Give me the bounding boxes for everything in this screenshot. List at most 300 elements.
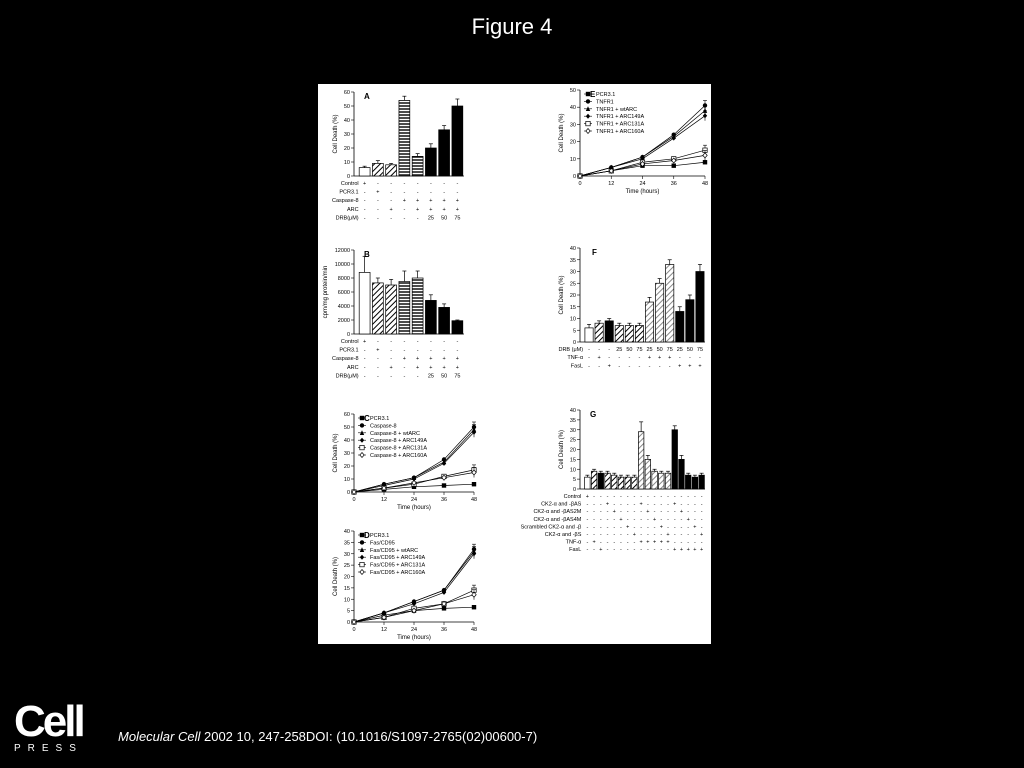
- condition-cell: -: [613, 539, 616, 546]
- condition-cell: -: [633, 509, 636, 516]
- condition-cell: +: [416, 356, 420, 363]
- journal-name: Molecular Cell: [118, 729, 201, 744]
- y-tick-label: 35: [569, 257, 576, 264]
- condition-cell: +: [647, 355, 652, 362]
- condition-cell: -: [700, 539, 703, 546]
- condition-cell: -: [608, 347, 611, 353]
- panel-a: [332, 90, 464, 221]
- condition-cell: +: [666, 539, 670, 546]
- condition-cell: -: [646, 532, 649, 538]
- bar: [625, 326, 633, 342]
- condition-cell: +: [698, 363, 702, 370]
- x-tick-label: 24: [410, 497, 418, 503]
- legend-entry: Caspase-8 + ARC160A: [370, 453, 428, 459]
- condition-cell: 75: [454, 373, 461, 380]
- bar: [399, 100, 410, 176]
- condition-cell: +: [585, 494, 589, 500]
- condition-cell: -: [618, 355, 621, 362]
- condition-cell: -: [588, 347, 590, 353]
- bar: [372, 163, 383, 176]
- condition-label: DRB(μM): [335, 373, 359, 380]
- condition-cell: -: [390, 181, 393, 187]
- condition-cell: -: [416, 215, 419, 222]
- cell-press-logo: [14, 697, 86, 754]
- condition-label: FasL: [570, 363, 584, 370]
- bar: [665, 473, 671, 489]
- condition-cell: +: [363, 339, 367, 345]
- condition-label: Control: [340, 339, 359, 345]
- condition-cell: -: [620, 547, 622, 554]
- legend-entry: Fas/CD95: [370, 540, 395, 547]
- condition-cell: -: [613, 516, 616, 523]
- condition-cell: -: [403, 189, 406, 196]
- condition-cell: -: [628, 363, 631, 370]
- condition-cell: +: [639, 501, 643, 508]
- condition-cell: -: [613, 547, 616, 554]
- legend-entry: Caspase-8 + ARC131A: [370, 445, 428, 452]
- bar: [359, 168, 370, 176]
- condition-cell: -: [416, 347, 419, 354]
- marker-open-diamond: [586, 129, 590, 134]
- legend-entry: PCR3.1: [370, 533, 390, 539]
- condition-cell: -: [653, 547, 656, 554]
- panel-f: [558, 246, 705, 369]
- bar: [692, 477, 698, 489]
- series-line: [352, 570, 476, 625]
- y-tick-label: 5: [572, 328, 576, 335]
- condition-cell: 25: [646, 347, 653, 353]
- condition-cell: 25: [676, 347, 683, 353]
- condition-cell: -: [588, 355, 590, 362]
- condition-cell: +: [678, 363, 682, 370]
- condition-cell: -: [653, 532, 656, 538]
- condition-cell: -: [376, 373, 379, 380]
- condition-cell: -: [613, 494, 616, 500]
- bar: [452, 321, 463, 334]
- condition-cell: -: [640, 516, 643, 523]
- y-tick-label: 5: [346, 608, 350, 615]
- y-tick-label: 30: [343, 451, 350, 457]
- condition-cell: -: [593, 509, 596, 516]
- marker-open-diamond: [472, 592, 476, 597]
- bar: [439, 130, 450, 176]
- condition-cell: -: [640, 509, 643, 516]
- condition-cell: +: [673, 547, 677, 554]
- condition-cell: -: [606, 509, 609, 516]
- condition-cell: -: [593, 516, 596, 523]
- y-tick-label: 10: [343, 160, 350, 166]
- condition-cell: +: [652, 516, 657, 523]
- y-tick-label: 15: [569, 304, 576, 311]
- condition-cell: -: [680, 539, 683, 546]
- y-axis-label: cpm/mg protein/min: [323, 265, 329, 319]
- marker-circle: [586, 99, 590, 103]
- bar: [638, 432, 644, 489]
- condition-cell: +: [688, 363, 692, 370]
- condition-cell: +: [402, 356, 406, 363]
- y-tick-label: 40: [569, 408, 576, 414]
- condition-cell: +: [646, 509, 650, 516]
- condition-cell: -: [593, 501, 596, 508]
- legend-entry: PCR3.1: [596, 92, 616, 98]
- figure-title: Figure 4: [471, 14, 553, 39]
- condition-cell: -: [416, 189, 419, 196]
- condition-cell: -: [646, 516, 649, 523]
- condition-cell: -: [586, 509, 589, 516]
- condition-cell: +: [673, 501, 677, 508]
- bar: [585, 477, 591, 489]
- bar: [618, 477, 624, 489]
- marker-square: [442, 483, 446, 487]
- panel-e: [559, 88, 708, 195]
- x-tick-label: 24: [639, 181, 646, 187]
- condition-cell: -: [673, 532, 676, 538]
- condition-cell: -: [403, 215, 406, 222]
- y-tick-label: 10: [569, 156, 576, 163]
- condition-cell: +: [416, 206, 420, 213]
- condition-cell: +: [679, 509, 684, 516]
- condition-cell: -: [633, 494, 636, 500]
- condition-cell: +: [686, 547, 690, 554]
- condition-cell: -: [599, 516, 602, 523]
- bar: [672, 430, 678, 489]
- bar: [655, 283, 663, 342]
- bar: [686, 300, 694, 342]
- condition-cell: -: [376, 339, 379, 345]
- condition-cell: -: [403, 373, 406, 380]
- condition-cell: +: [416, 198, 420, 205]
- condition-cell: 25: [427, 373, 434, 380]
- condition-cell: -: [363, 364, 366, 371]
- condition-cell: -: [673, 494, 676, 500]
- y-tick-label: 15: [343, 585, 350, 592]
- legend-entry: TNFR1 + ARC160A: [596, 129, 645, 135]
- condition-cell: -: [687, 494, 690, 500]
- condition-cell: -: [586, 501, 589, 508]
- condition-cell: -: [700, 516, 703, 523]
- condition-cell: -: [606, 516, 609, 523]
- y-tick-label: 2000: [337, 318, 350, 324]
- condition-cell: -: [667, 509, 669, 516]
- condition-cell: 50: [441, 373, 448, 380]
- condition-cell: -: [443, 339, 446, 345]
- logo-press: PRESS: [14, 743, 83, 754]
- condition-cell: -: [586, 547, 589, 554]
- bar: [386, 285, 397, 334]
- x-tick-label: 48: [470, 627, 478, 633]
- condition-cell: -: [680, 524, 683, 531]
- bar: [696, 272, 704, 343]
- condition-cell: +: [599, 547, 603, 554]
- condition-cell: -: [429, 347, 432, 354]
- y-tick-label: 25: [569, 281, 576, 288]
- condition-cell: -: [620, 494, 622, 500]
- bar: [372, 283, 383, 334]
- condition-cell: -: [653, 509, 656, 516]
- condition-label: PCR3.1: [339, 347, 359, 354]
- condition-cell: -: [606, 494, 609, 500]
- panel-letter: C: [364, 414, 370, 423]
- marker-open-diamond: [703, 153, 707, 158]
- bar: [595, 323, 603, 342]
- y-tick-label: 10: [343, 597, 350, 604]
- condition-cell: -: [700, 524, 703, 531]
- condition-cell: +: [376, 189, 380, 196]
- condition-cell: -: [376, 356, 379, 363]
- condition-cell: +: [619, 516, 623, 523]
- condition-cell: -: [628, 355, 631, 362]
- x-tick-label: 12: [380, 627, 388, 633]
- condition-cell: -: [608, 355, 611, 362]
- condition-cell: -: [658, 363, 661, 370]
- bar: [685, 475, 691, 489]
- condition-cell: -: [586, 539, 589, 546]
- condition-cell: -: [599, 539, 602, 546]
- condition-cell: -: [667, 501, 669, 508]
- condition-cell: -: [660, 547, 663, 554]
- condition-cell: +: [455, 198, 459, 205]
- y-tick-label: 60: [343, 412, 350, 418]
- condition-cell: -: [620, 524, 622, 531]
- condition-cell: -: [606, 539, 609, 546]
- condition-cell: -: [667, 547, 669, 554]
- citation: [118, 729, 537, 744]
- condition-cell: -: [640, 532, 643, 538]
- condition-cell: -: [363, 215, 366, 222]
- condition-cell: -: [693, 509, 696, 516]
- condition-cell: -: [613, 501, 616, 508]
- y-tick-label: 25: [343, 563, 350, 570]
- condition-cell: -: [606, 524, 609, 531]
- condition-cell: -: [429, 181, 432, 187]
- y-tick-label: 0: [346, 620, 350, 626]
- condition-cell: -: [673, 524, 676, 531]
- panel-g: [521, 408, 705, 553]
- bar: [585, 328, 593, 342]
- condition-cell: -: [416, 373, 419, 380]
- condition-cell: -: [633, 516, 636, 523]
- condition-cell: -: [456, 181, 459, 187]
- condition-cell: -: [660, 494, 663, 500]
- condition-cell: -: [693, 532, 696, 538]
- condition-cell: -: [673, 509, 676, 516]
- condition-cell: -: [403, 339, 406, 345]
- condition-cell: +: [442, 198, 446, 205]
- condition-cell: -: [626, 509, 629, 516]
- condition-cell: 75: [636, 347, 643, 353]
- marker-open-square: [360, 445, 364, 449]
- condition-cell: -: [667, 516, 669, 523]
- condition-cell: -: [626, 516, 629, 523]
- y-tick-label: 30: [569, 427, 576, 434]
- bar: [452, 106, 463, 176]
- bar: [412, 156, 423, 176]
- x-tick-label: 36: [440, 497, 448, 503]
- condition-cell: +: [429, 206, 433, 213]
- y-tick-label: 60: [343, 90, 350, 96]
- legend-entry: TNFR1: [596, 99, 614, 106]
- condition-cell: -: [673, 539, 676, 546]
- x-tick-label: 0: [352, 627, 356, 633]
- condition-cell: -: [688, 355, 691, 362]
- y-tick-label: 20: [569, 293, 576, 299]
- condition-cell: -: [363, 356, 366, 363]
- citation-details: 2002 10, 247-258DOI: (10.1016/S1097-2765(02)00600-7): [200, 729, 538, 744]
- condition-cell: +: [686, 516, 690, 523]
- condition-cell: -: [593, 532, 596, 538]
- condition-cell: -: [403, 181, 406, 187]
- condition-cell: 50: [656, 347, 663, 353]
- condition-cell: 50: [686, 347, 693, 353]
- x-tick-label: 48: [470, 497, 478, 503]
- y-tick-label: 40: [343, 438, 350, 444]
- condition-cell: -: [376, 198, 379, 205]
- panel-c: [333, 412, 477, 511]
- y-tick-label: 10: [343, 477, 350, 483]
- condition-cell: +: [612, 509, 616, 516]
- condition-cell: +: [658, 355, 662, 362]
- condition-cell: -: [588, 363, 590, 370]
- condition-cell: +: [402, 198, 406, 205]
- panel-letter: B: [364, 250, 370, 259]
- condition-cell: -: [648, 363, 651, 370]
- condition-cell: -: [416, 181, 419, 187]
- y-tick-label: 0: [346, 490, 350, 496]
- y-axis-label: Cell Death (%): [333, 114, 339, 154]
- condition-label: CK2-α and -βAS4M: [533, 516, 582, 523]
- condition-cell: -: [456, 189, 459, 196]
- y-tick-label: 25: [569, 437, 576, 444]
- x-tick-label: 36: [440, 627, 448, 633]
- bar: [625, 477, 631, 489]
- panel-letter: A: [364, 92, 370, 101]
- y-tick-label: 10: [569, 316, 576, 323]
- legend-entry: Fas/CD95 + ARC131A: [370, 562, 426, 569]
- legend-entry: Fas/CD95 + ARC160A: [370, 570, 426, 576]
- condition-cell: -: [626, 494, 629, 500]
- condition-cell: -: [667, 494, 669, 500]
- condition-label: CK2-α and -βAS: [541, 501, 582, 508]
- bar: [425, 148, 436, 176]
- condition-label: ARC: [347, 206, 359, 213]
- bar: [645, 302, 653, 342]
- condition-cell: -: [673, 516, 676, 523]
- condition-cell: +: [626, 524, 630, 531]
- y-tick-label: 10: [569, 467, 576, 474]
- condition-cell: -: [638, 355, 641, 362]
- condition-cell: -: [693, 539, 696, 546]
- condition-label: Caspase-8: [332, 198, 359, 205]
- y-tick-label: 20: [569, 139, 576, 146]
- marker-diamond: [672, 136, 676, 141]
- condition-cell: -: [593, 547, 596, 554]
- y-tick-label: 20: [343, 574, 350, 581]
- condition-cell: -: [680, 494, 683, 500]
- condition-cell: +: [652, 539, 657, 546]
- bar: [679, 459, 685, 489]
- condition-cell: 25: [616, 347, 623, 353]
- condition-cell: +: [646, 539, 650, 546]
- marker-diamond: [360, 555, 364, 560]
- marker-diamond: [360, 438, 364, 443]
- marker-square: [472, 605, 476, 609]
- marker-diamond: [703, 113, 707, 118]
- condition-label: Control: [340, 181, 359, 187]
- condition-cell: 25: [427, 215, 434, 222]
- marker-square: [360, 533, 364, 537]
- condition-cell: -: [598, 363, 601, 370]
- condition-label: Control: [563, 494, 582, 500]
- condition-cell: -: [620, 539, 622, 546]
- condition-cell: -: [653, 524, 656, 531]
- condition-label: TNF-α: [567, 355, 584, 362]
- y-tick-label: 12000: [334, 248, 350, 254]
- condition-label: ARC: [347, 364, 359, 371]
- condition-cell: -: [687, 501, 690, 508]
- y-tick-label: 4000: [337, 304, 350, 310]
- condition-cell: -: [660, 516, 663, 523]
- legend-entry: Caspase-8 + ARC149A: [370, 438, 428, 445]
- condition-cell: -: [376, 206, 379, 213]
- condition-cell: +: [679, 547, 684, 554]
- y-tick-label: 50: [569, 88, 576, 94]
- x-axis-label: Time (hours): [625, 189, 660, 195]
- condition-cell: -: [633, 501, 636, 508]
- y-tick-label: 50: [343, 425, 350, 431]
- bar: [676, 311, 684, 342]
- legend-entry: TNFR1 + ARC131A: [596, 121, 645, 128]
- condition-cell: 75: [454, 215, 461, 222]
- condition-cell: +: [607, 363, 611, 370]
- y-tick-label: 40: [569, 246, 576, 252]
- y-tick-label: 0: [572, 340, 576, 346]
- panel-letter: D: [364, 531, 370, 540]
- legend-entry: Caspase-8 + wtARC: [370, 430, 420, 437]
- condition-cell: -: [700, 501, 703, 508]
- condition-cell: -: [613, 524, 616, 531]
- condition-cell: -: [638, 363, 641, 370]
- marker-open-diamond: [360, 570, 364, 575]
- condition-label: DRB (μM): [558, 347, 584, 353]
- condition-cell: +: [442, 364, 446, 371]
- condition-cell: +: [700, 532, 704, 538]
- condition-cell: -: [687, 509, 690, 516]
- condition-cell: -: [390, 198, 393, 205]
- y-tick-label: 50: [343, 104, 350, 110]
- x-axis-label: Time (hours): [397, 505, 431, 511]
- condition-cell: 50: [441, 215, 448, 222]
- condition-cell: -: [668, 363, 671, 370]
- legend-entry: PCR3.1: [370, 416, 390, 422]
- condition-cell: -: [390, 347, 393, 354]
- x-tick-label: 0: [352, 497, 356, 503]
- condition-cell: -: [626, 501, 629, 508]
- x-axis-label: Time (hours): [397, 635, 431, 641]
- condition-label: TNF-α: [565, 539, 582, 546]
- y-tick-label: 30: [569, 269, 576, 276]
- condition-cell: -: [376, 181, 379, 187]
- bar: [615, 326, 623, 342]
- bar: [412, 278, 423, 334]
- condition-cell: -: [599, 524, 602, 531]
- condition-cell: -: [390, 356, 393, 363]
- condition-cell: -: [640, 524, 643, 531]
- condition-cell: -: [693, 501, 696, 508]
- marker-diamond: [586, 114, 590, 119]
- condition-cell: -: [633, 539, 636, 546]
- panel-letter: E: [590, 90, 596, 99]
- condition-cell: +: [666, 532, 670, 538]
